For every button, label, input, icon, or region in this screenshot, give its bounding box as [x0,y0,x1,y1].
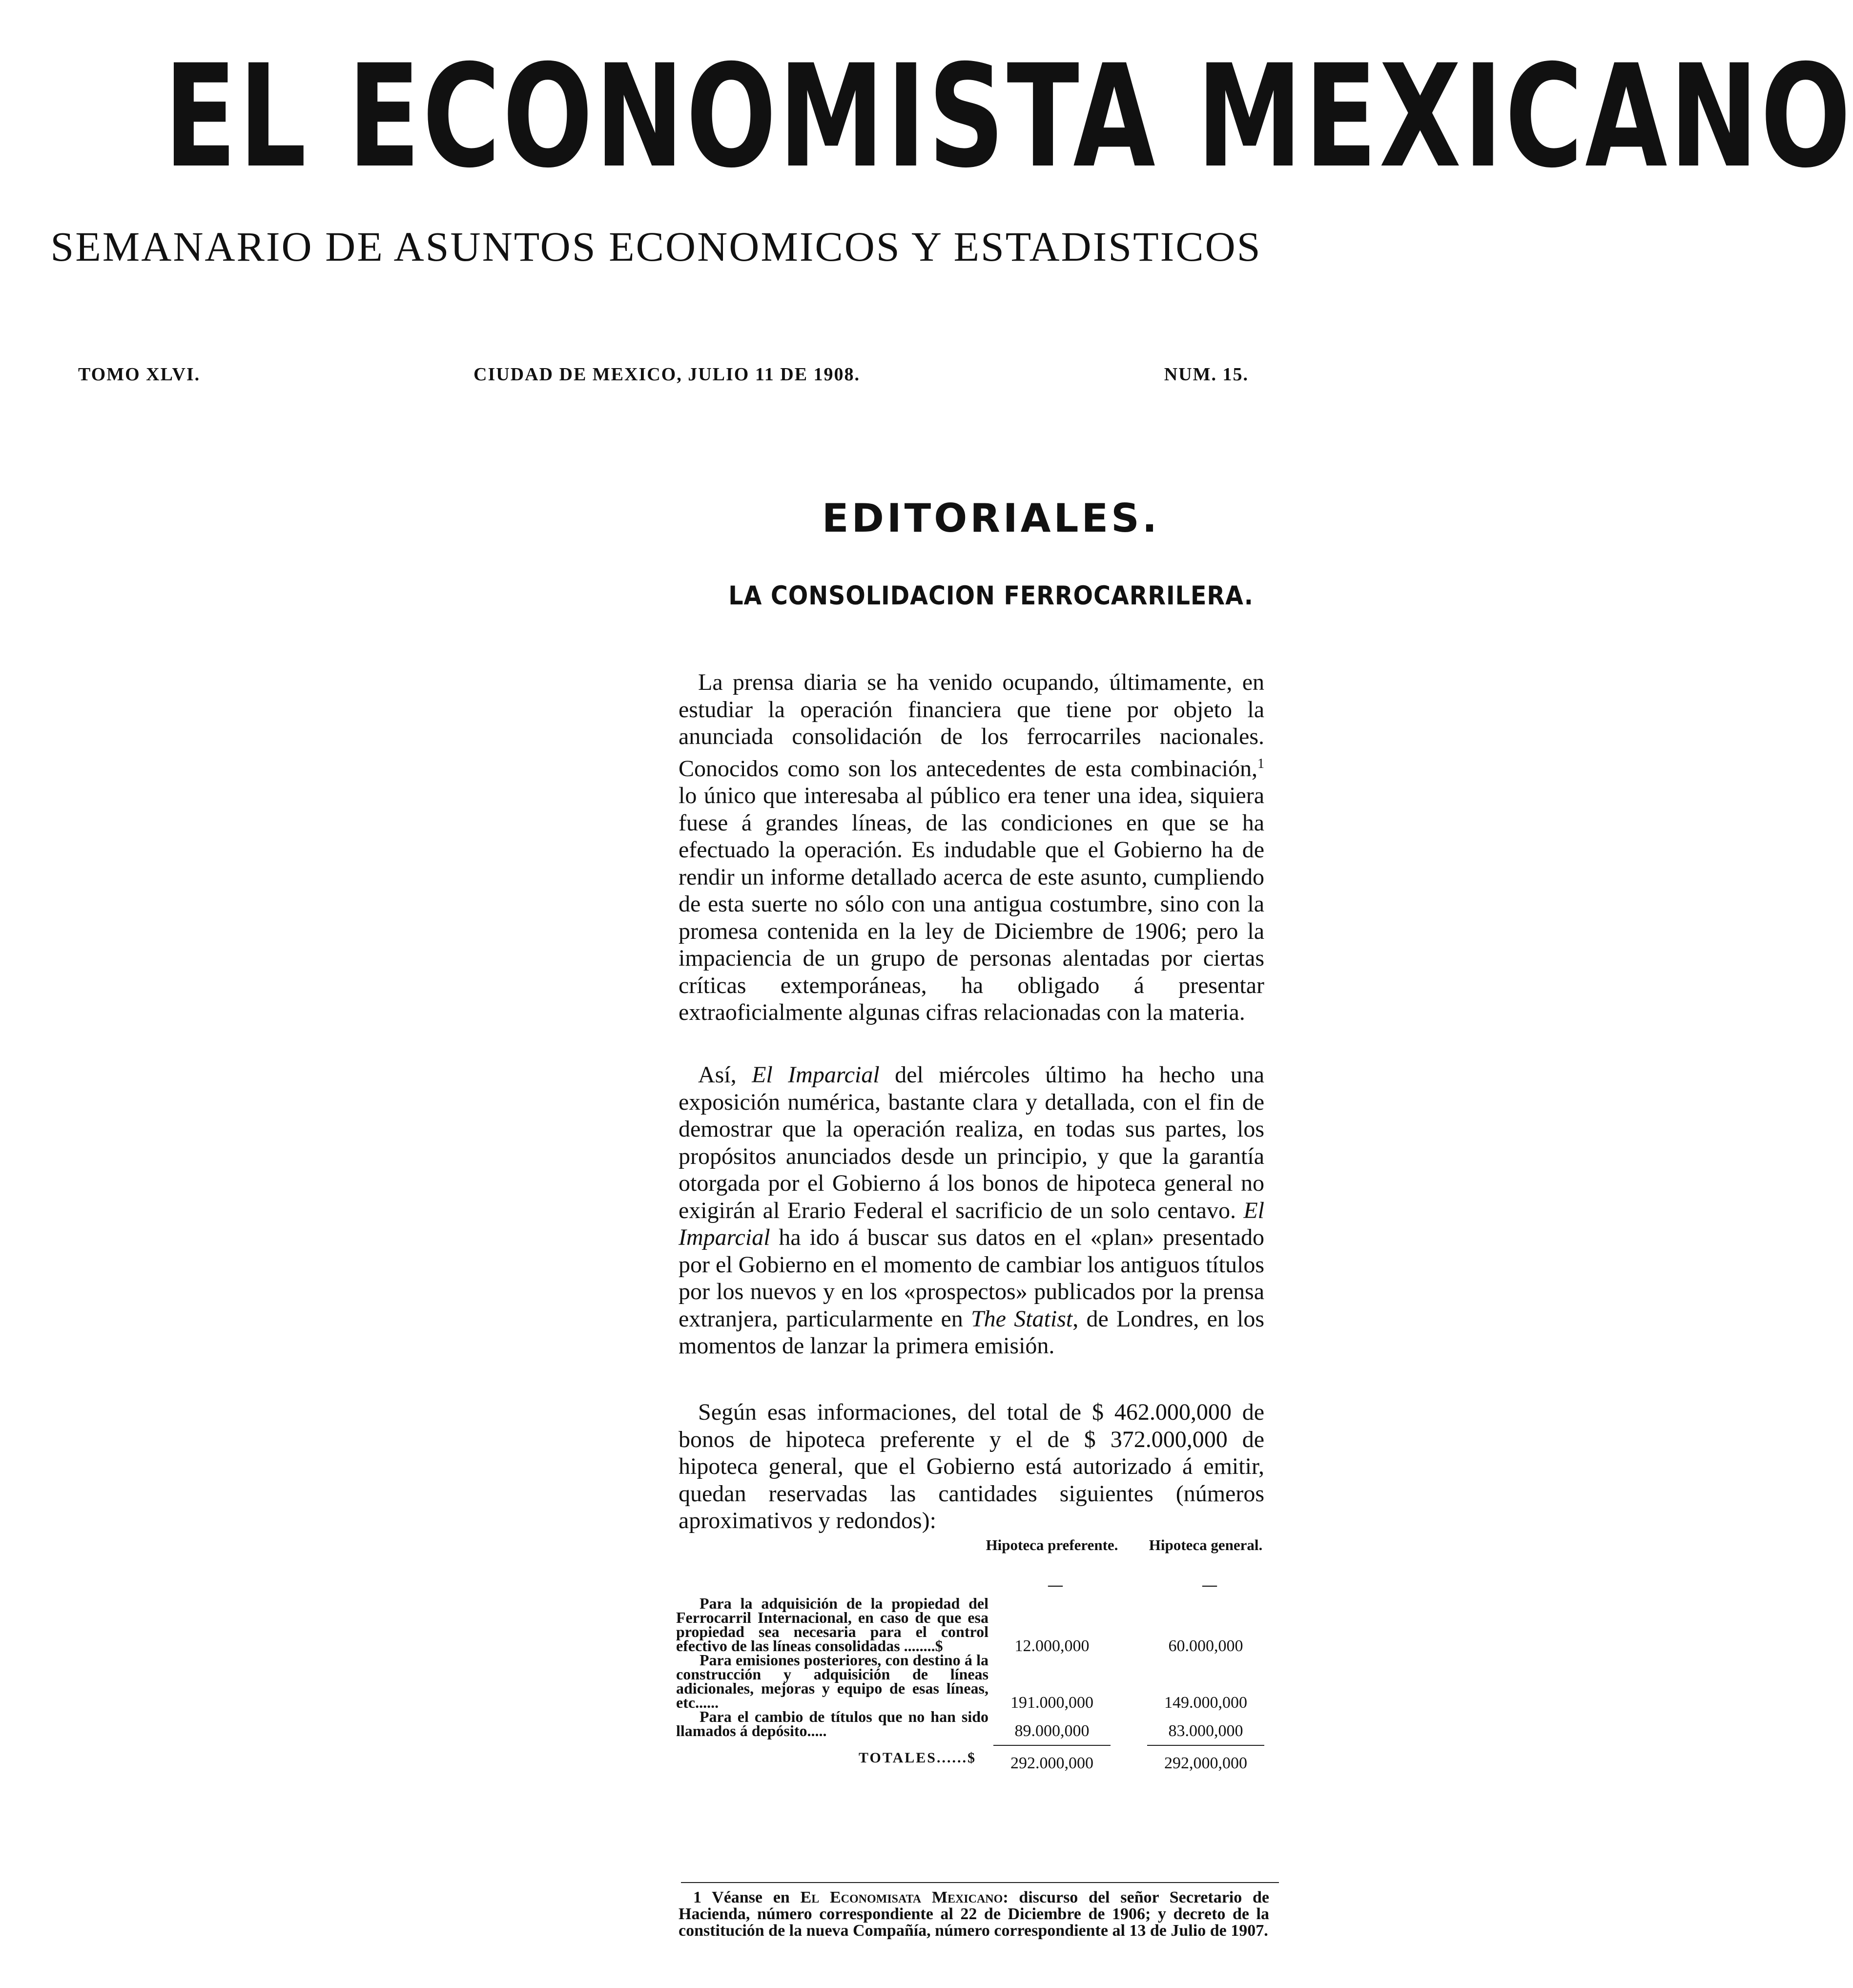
section-heading: EDITORIALES. [822,496,1160,541]
cell-preferente: 89.000,000 [1014,1722,1090,1740]
total-general: 292,000,000 [1164,1754,1247,1772]
paragraph-2-text-a: Así, [698,1062,752,1088]
paragraph-3 [679,1399,1264,1534]
column-header-general: Hipoteca general. [1149,1536,1263,1553]
newspaper-name: The Statist [970,1305,1073,1332]
paragraph-2-text-c: ha ido á buscar sus datos en el «plan» presentado por el Gobierno en el momento de cambiar los antiguos títulos por los nuevos y en los «prospectos» publicados por la prensa extranjera, particularmente en [679,1224,1264,1332]
issue-volume: TOMO XLVI. [78,364,201,385]
cell-general: 83.000,000 [1168,1722,1243,1740]
newspaper-title: EL ECONOMISTA MEXICANO [164,35,1853,199]
paragraph-1-text-a: La prensa diaria se ha venido ocupando, últimamente, en estudiar la operación financiera que tiene por objeto la anunciada consolidación de los ferrocarriles nacionales. Conocidos como son los antecedentes de esta combinación, [679,669,1264,782]
table-row [676,1710,1274,1738]
paragraph-2-text-d: , de Londres, en los momentos de lanzar la primera emisión. [679,1305,1264,1359]
total-label: TOTALES......$ [859,1750,976,1766]
newspaper-subtitle: SEMANARIO DE ASUNTOS ECONOMICOS Y ESTADISTICOS [50,223,1262,270]
total-rule [1147,1745,1264,1746]
table-total-row [676,1745,1274,1774]
footnote-divider [681,1882,1279,1883]
footnote-journal: El Economisata Mexicano [800,1888,1003,1906]
cell-preferente: 191.000,000 [1010,1694,1093,1712]
footnote-marker: 1 [693,1888,701,1906]
table-row [676,1596,1274,1653]
column-dash: — [1048,1577,1063,1593]
row-label: Para el cambio de títulos que no han sido llamados á depósito..... [676,1708,988,1740]
reserved-bonds-table [676,1538,1274,1774]
column-header-preferente: Hipoteca preferente. [986,1536,1118,1553]
paragraph-2 [679,1061,1264,1360]
paragraph-1 [679,669,1264,1026]
table-row [676,1653,1274,1710]
row-label: Para la adquisición de la propiedad del Ferrocarril Internacional, en caso de que esa propiedad sea necesaria para el control efectivo de las líneas consolidadas ........$ [676,1595,988,1655]
table-header [676,1538,1274,1596]
cell-general: 149.000,000 [1164,1694,1247,1712]
article-title: LA CONSOLIDACION FERROCARRILERA. [728,581,1254,611]
paragraph-1-text-b: lo único que interesaba al público era tener una idea, siquiera fuese á grandes líneas, de las condiciones en que se ha efectuado la operación. Es indudable que el Gobierno ha de rendir un informe detallado acerca de este asunto, cumpliendo de esta suerte no sólo con una antigua costumbre, sino con la promesa contenida en la ley de Diciembre de 1906; pero la impaciencia de un grupo de personas alentadas por ciertas críticas extemporáneas, ha obligado á presentar extraoficialmente algunas cifras relacionadas con la materia. [679,783,1264,1025]
cell-preferente: 12.000,000 [1014,1637,1090,1655]
cell-general: 60.000,000 [1168,1637,1243,1655]
row-label: Para emisiones posteriores, con destino á la construcción y adquisición de líneas adicionales, mejoras y equipo de esas líneas, etc...... [676,1651,988,1711]
footnote-ref: 1 [1257,756,1264,771]
newspaper-name: El Imparcial [752,1062,880,1088]
issue-number: NUM. 15. [1164,364,1249,385]
column-dash: — [1202,1577,1217,1593]
newspaper-name: El Imparcial [679,1197,1264,1250]
footnote-text-a: Véanse en [701,1888,801,1906]
paragraph-3-text: Según esas informaciones, del total de $ 462.000,000 de bonos de hipoteca preferente y el de $ 372.000,000 de hipoteca general, que el Gobierno está autorizado á emitir, quedan reservadas las cantidades siguientes (números aproximativos y redondos): [679,1399,1264,1533]
footnote [679,1889,1269,1939]
footnote-text-b: : discurso del señor Secretario de Hacienda, número correspondiente al 22 de Diciembre de 1906; y decreto de la constitución de la nueva Compañía, número correspondiente al 13 de Julio de 1907. [679,1888,1270,1940]
total-rule [993,1745,1111,1746]
paragraph-2-text-b: del miércoles último ha hecho una exposición numérica, bastante clara y detallada, con el fin de demostrar que la operación realiza, en todas sus partes, los propósitos anunciados desde un principio, y que la garantía otorgada por el Gobierno á los bonos de hipoteca general no exigirán al Erario Federal el sacrificio de un solo centavo. [679,1062,1265,1223]
issue-place-date: CIUDAD DE MEXICO, JULIO 11 DE 1908. [474,364,861,385]
total-preferente: 292.000,000 [1010,1754,1093,1772]
